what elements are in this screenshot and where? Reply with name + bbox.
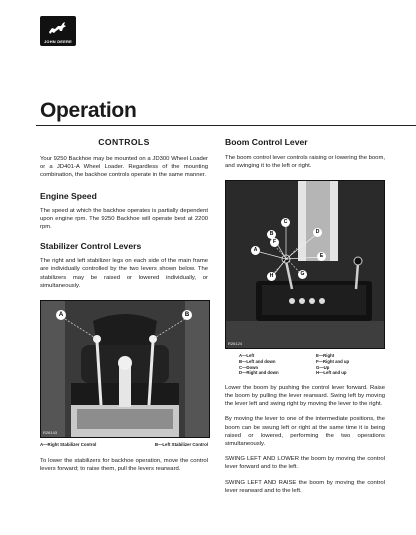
photo-code: R26124: [228, 341, 243, 347]
callout-a: A: [56, 310, 66, 320]
legend-item: A—Left: [239, 353, 255, 359]
stabilizer-paragraph: The right and left stabilizer legs on each side of the main frame are individually controlled by the two levers shown below. The stabilizers may be raised or lowered individually, or simultaneously.: [40, 258, 208, 289]
boom-lever-legend: [239, 353, 385, 375]
boom-paragraph-2: By moving the lever to one of the intermediate positions, the boom can be swung left or right at the same time it is being raised or lowered, performing the two operations simultaneously.: [225, 416, 385, 447]
caption-left-stabilizer: B—Left Stabilizer Control: [154, 442, 208, 448]
left-column: [40, 137, 208, 473]
deer-icon: [46, 19, 70, 37]
legend-item: F—Right and up: [316, 359, 350, 364]
engine-speed-heading: Engine Speed: [40, 190, 97, 201]
callout-c: C: [281, 218, 290, 227]
boom-lever-photo: [225, 180, 385, 349]
legend-item: D—Right and down: [239, 370, 279, 376]
callout-a: A: [251, 246, 260, 255]
page-title: Operation: [40, 99, 137, 122]
callout-e: E: [317, 252, 326, 261]
stabilizer-levers-photo: [40, 300, 210, 438]
logo-brand-text: JOHN DEERE: [43, 39, 72, 44]
callout-g: G: [298, 270, 307, 279]
right-column: [225, 137, 385, 495]
title-divider: [36, 125, 416, 126]
engine-speed-paragraph: The speed at which the backhoe operates is partially dependent upon engine rpm. The 9250 Backhoe will operate best at 2200 rpm.: [40, 207, 208, 231]
stabilizer-captions: [40, 442, 208, 447]
photo-code: R26143: [43, 430, 58, 436]
controls-heading: CONTROLS: [98, 137, 150, 147]
legend-item: E—Right: [316, 353, 335, 359]
legend-item: G—Up: [316, 364, 330, 370]
callout-b: B: [267, 230, 276, 239]
legend-item: C—Down: [239, 364, 259, 370]
callout-b: B: [182, 310, 192, 320]
caption-right-stabilizer: A—Right Stabilizer Control: [40, 442, 97, 448]
stabilizer-heading: Stabilizer Control Levers: [40, 241, 142, 252]
boom-control-heading: Boom Control Lever: [225, 137, 308, 147]
boom-control-intro: The boom control lever controls raising or lowering the boom, and swinging it to the left or right.: [225, 155, 385, 170]
callout-d: D: [313, 228, 322, 237]
legend-item: B—Left and down: [239, 359, 276, 364]
boom-paragraph-1: Lower the boom by pushing the control lever forward. Raise the boom by pulling the lever rearward. Swing left by moving the lever left and swing right by moving the lever to the right.: [225, 384, 385, 408]
controls-paragraph: Your 9250 Backhoe may be mounted on a JD300 Wheel Loader or a JD401-A Wheel Loader. Regardless of the mounting combination, the backhoe controls operate in the same manner.: [40, 156, 208, 179]
boom-paragraph-3: SWING LEFT AND LOWER the boom by moving the control lever forward and to the left.: [225, 456, 385, 471]
callout-f: F: [270, 238, 279, 247]
legend-item: H—Left and up: [316, 370, 347, 376]
john-deere-logo: [40, 16, 76, 46]
lower-stabilizers-paragraph: To lower the stabilizers for backhoe operation, move the control levers forward; to raise them, pull the levers rearward.: [40, 458, 208, 473]
callout-h: H: [267, 272, 276, 281]
boom-paragraph-4: SWING LEFT AND RAISE the boom by moving the control lever rearward and to the left.: [225, 479, 385, 494]
